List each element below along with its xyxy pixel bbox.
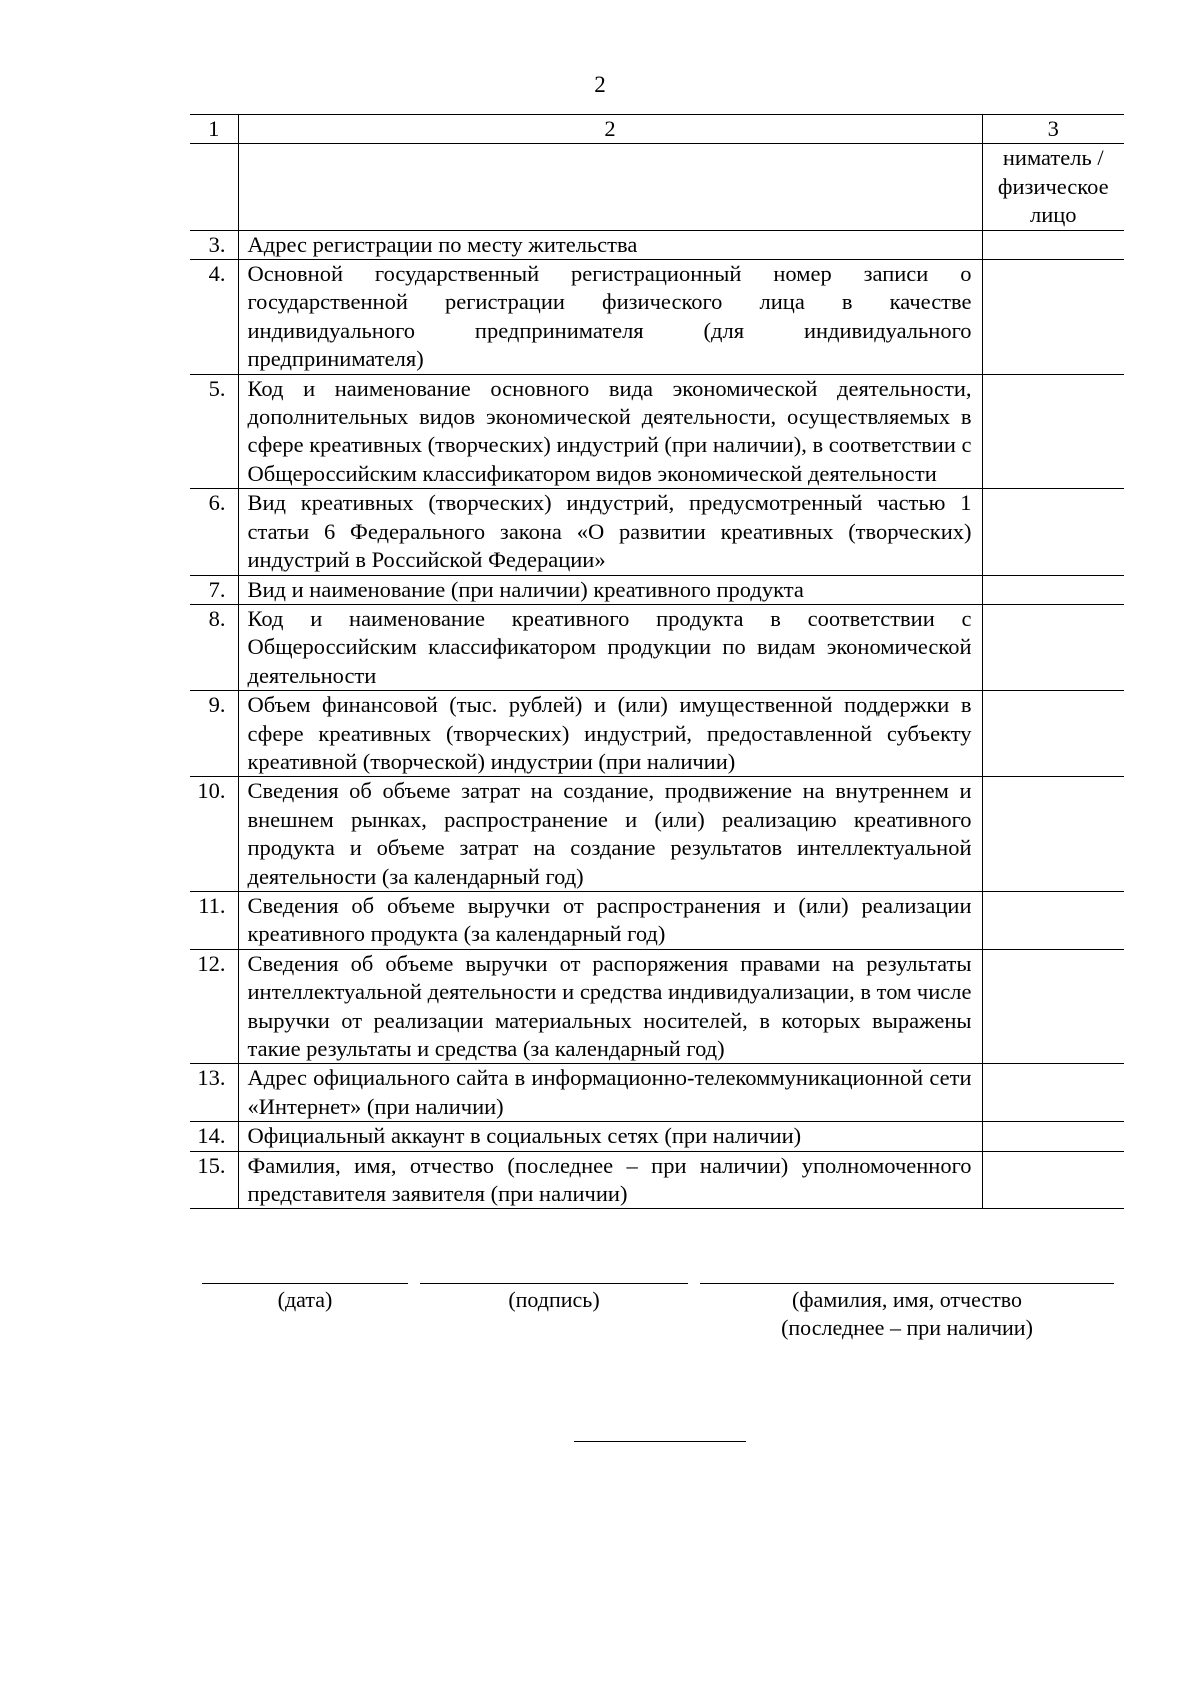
row-text: Официальный аккаунт в социальных сетях (при наличии) xyxy=(238,1122,982,1151)
date-line xyxy=(202,1283,408,1284)
row-text: Сведения об объеме выручки от распоряжения правами на результаты интеллектуальной деятельности и средства индивидуализации, в том числе выручки от реализации материальных носителей, в которых выражены такие результаты и средства (за календарный год) xyxy=(238,949,982,1064)
row-number: 9. xyxy=(190,691,238,777)
row-number: 5. xyxy=(190,374,238,489)
row-number: 4. xyxy=(190,260,238,375)
table-row xyxy=(190,575,1124,604)
row-text: Вид креативных (творческих) индустрий, предусмотренный частью 1 статьи 6 Федерального закона «О развитии креативных (творческих) индустрий в Российской Федерации» xyxy=(238,489,982,575)
row-number: 11. xyxy=(190,891,238,949)
row-value xyxy=(982,575,1124,604)
header-col-3: 3 xyxy=(982,115,1124,144)
row-text: Код и наименование основного вида экономической деятельности, дополнительных видов экономической деятельности, осуществляемых в сфере креативных (творческих) индустрий (при наличии), в соответствии с Общероссийским классификатором видов экономической деятельности xyxy=(238,374,982,489)
row-text: Адрес регистрации по месту жительства xyxy=(238,230,982,259)
row-text: Адрес официального сайта в информационно-телекоммуникационной сети «Интернет» (при наличии) xyxy=(238,1064,982,1122)
row-value xyxy=(982,891,1124,949)
table-row xyxy=(190,777,1124,892)
table-row xyxy=(190,1151,1124,1209)
table-row xyxy=(190,1064,1124,1122)
row-number: 7. xyxy=(190,575,238,604)
name-caption-line-2: (последнее – при наличии) xyxy=(781,1315,1033,1340)
table-row xyxy=(190,260,1124,375)
header-col-2: 2 xyxy=(238,115,982,144)
row-text: Объем финансовой (тыс. рублей) и (или) имущественной поддержки в сфере креативных (творческих) индустрий, предоставленной субъекту креативной (творческой) индустрии (при наличии) xyxy=(238,691,982,777)
row-text: Код и наименование креативного продукта в соответствии с Общероссийским классификатором продукции по видам экономической деятельности xyxy=(238,604,982,690)
row-value xyxy=(982,260,1124,375)
row-number: 3. xyxy=(190,230,238,259)
name-line xyxy=(700,1283,1114,1284)
table-row xyxy=(190,374,1124,489)
signature-field xyxy=(420,1283,688,1314)
row-text xyxy=(238,144,982,230)
table-row xyxy=(190,489,1124,575)
row-value xyxy=(982,1122,1124,1151)
page-number: 2 xyxy=(594,72,606,97)
row-number: 13. xyxy=(190,1064,238,1122)
table-row xyxy=(190,604,1124,690)
table-row xyxy=(190,230,1124,259)
row-value xyxy=(982,1064,1124,1122)
row-number: 10. xyxy=(190,777,238,892)
header-col-1: 1 xyxy=(190,115,238,144)
signature-line xyxy=(420,1283,688,1284)
table-row xyxy=(190,1122,1124,1151)
row-value xyxy=(982,949,1124,1064)
row-number: 8. xyxy=(190,604,238,690)
table-row xyxy=(190,891,1124,949)
row-value xyxy=(982,489,1124,575)
row-number: 15. xyxy=(190,1151,238,1209)
row-text: Сведения об объеме затрат на создание, продвижение на внутреннем и внешнем рынках, распространение и (или) реализацию креативного продукта и объеме затрат на создание результатов интеллектуальной деятельности (за календарный год) xyxy=(238,777,982,892)
row-text: Вид и наименование (при наличии) креативного продукта xyxy=(238,575,982,604)
table-row xyxy=(190,691,1124,777)
name-caption-line-1: (фамилия, имя, отчество xyxy=(791,1287,1023,1312)
table-row xyxy=(190,949,1124,1064)
table-row-continuation xyxy=(190,144,1124,230)
row-number: 6. xyxy=(190,489,238,575)
row-value xyxy=(982,604,1124,690)
closing-rule xyxy=(574,1441,746,1442)
row-number xyxy=(190,144,238,230)
table-header-row xyxy=(190,115,1124,144)
data-table xyxy=(190,114,1124,1209)
row-value xyxy=(982,691,1124,777)
date-field xyxy=(202,1283,408,1314)
row-text: Основной государственный регистрационный номер записи о государственной регистрации физического лица в качестве индивидуального предпринимателя (для индивидуального предпринимателя) xyxy=(238,260,982,375)
name-field xyxy=(700,1283,1114,1342)
signature-caption: (подпись) xyxy=(508,1287,600,1312)
name-caption xyxy=(700,1286,1114,1342)
row-text: Фамилия, имя, отчество (последнее – при наличии) уполномоченного представителя заявителя (при наличии) xyxy=(238,1151,982,1209)
row-value xyxy=(982,230,1124,259)
row-value: ниматель / физическое лицо xyxy=(982,144,1124,230)
row-value xyxy=(982,1151,1124,1209)
row-text: Сведения об объеме выручки от распространения и (или) реализации креативного продукта (за календарный год) xyxy=(238,891,982,949)
date-caption: (дата) xyxy=(277,1287,333,1312)
row-value xyxy=(982,777,1124,892)
row-value xyxy=(982,374,1124,489)
row-number: 12. xyxy=(190,949,238,1064)
row-number: 14. xyxy=(190,1122,238,1151)
